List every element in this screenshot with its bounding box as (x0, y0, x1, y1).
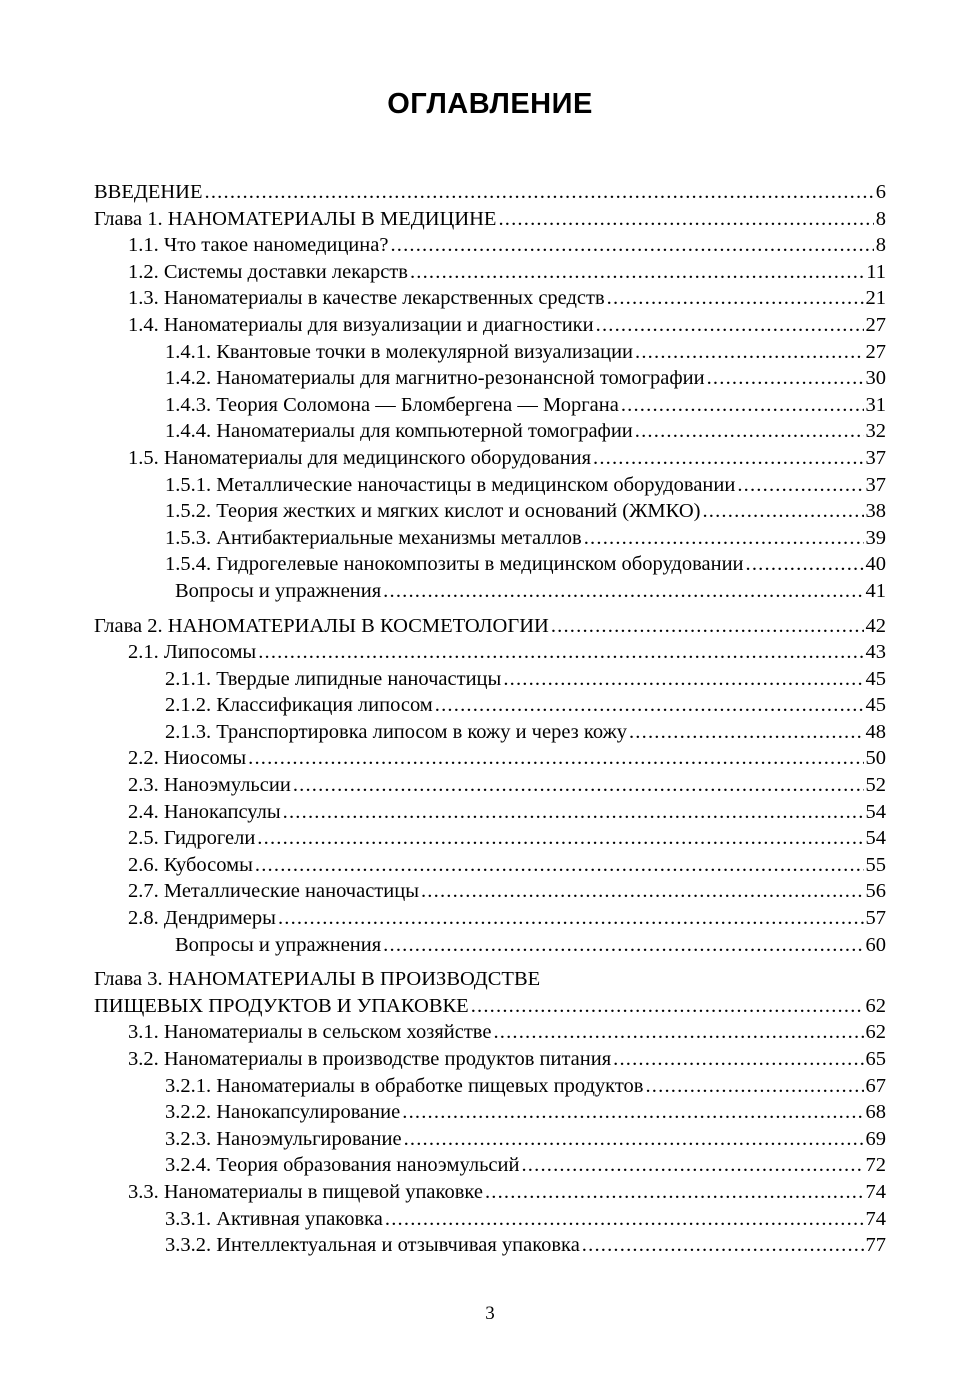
toc-entry[interactable] (94, 993, 886, 1020)
toc-dot-leader (255, 852, 864, 879)
toc-entry-page: 40 (865, 553, 886, 576)
toc-entry-page: 65 (865, 1048, 886, 1070)
toc-entry-page: 39 (865, 526, 886, 549)
toc-dot-leader (404, 1126, 864, 1153)
toc-dot-leader (248, 745, 863, 772)
toc-entry-page: 54 (865, 800, 886, 823)
toc-dot-leader (635, 418, 864, 445)
toc-entry-title: 3.1. Наноматериалы в сельском хозяйстве (128, 1021, 492, 1044)
toc-entry-page: 32 (865, 420, 886, 443)
toc-entry[interactable] (94, 525, 886, 552)
page-title: ОГЛАВЛЕНИЕ (387, 88, 593, 120)
toc-entry-title: 2.3. Наноэмульсии (128, 774, 291, 797)
toc-entry[interactable] (94, 259, 886, 286)
toc-entry-page: 8 (875, 207, 886, 230)
toc-entry-page: 69 (865, 1127, 886, 1150)
toc-entry-title: Вопросы и упражнения (175, 933, 382, 956)
toc-entry-title: 2.1. Липосомы (128, 641, 257, 664)
toc-entry-page: 62 (865, 994, 886, 1017)
toc-entry-title: 1.4.4. Наноматериалы для компьютерной томографии (165, 420, 633, 443)
toc-dot-leader (621, 392, 864, 419)
table-of-contents (94, 179, 886, 1259)
toc-entry-page: 60 (865, 933, 886, 956)
toc-dot-leader (493, 1019, 863, 1046)
toc-dot-leader (498, 206, 873, 233)
toc-entry[interactable] (94, 745, 886, 772)
toc-entry[interactable] (94, 772, 886, 799)
toc-entry[interactable] (94, 1126, 886, 1153)
toc-entry[interactable] (94, 365, 886, 392)
toc-dot-leader (707, 365, 864, 392)
toc-entry-title: 3.2.3. Наноэмульгирование (165, 1127, 402, 1150)
toc-entry[interactable] (94, 613, 886, 640)
toc-dot-leader (257, 825, 863, 852)
toc-entry-page: 52 (865, 774, 886, 797)
toc-dot-leader (293, 772, 864, 799)
toc-dot-leader (629, 719, 864, 746)
toc-entry[interactable] (94, 825, 886, 852)
toc-entry[interactable] (94, 1019, 886, 1046)
toc-entry[interactable] (94, 1099, 886, 1126)
toc-entry-title: 2.1.1. Твердые липидные наночастицы (165, 667, 502, 690)
toc-entry[interactable] (94, 472, 886, 499)
toc-entry-title: ВВЕДЕНИЕ (94, 181, 203, 203)
toc-entry-page: 45 (865, 694, 886, 717)
toc-entry[interactable] (94, 339, 886, 366)
toc-entry-title: 2.1.3. Транспортировка липосом в кожу и через кожу (165, 720, 627, 743)
toc-entry-page: 43 (865, 641, 886, 664)
toc-entry[interactable] (94, 639, 886, 666)
toc-entry-title: 1.4. Наноматериалы для визуализации и диагностики (128, 313, 594, 336)
toc-dot-leader (593, 445, 864, 472)
toc-entry-page: 68 (865, 1101, 886, 1124)
toc-dot-leader (645, 1073, 863, 1100)
toc-entry[interactable] (94, 852, 886, 879)
toc-entry-page: 54 (865, 827, 886, 850)
toc-entry-page: 21 (865, 287, 886, 310)
toc-entry-title: ПИЩЕВЫХ ПРОДУКТОВ И УПАКОВКЕ (94, 994, 469, 1017)
toc-entry-title: 2.8. Дендримеры (128, 907, 276, 930)
toc-entry-page: 55 (865, 853, 886, 876)
toc-entry-title: 3.3.1. Активная упаковка (165, 1207, 383, 1230)
toc-entry[interactable] (94, 1179, 886, 1206)
toc-entry-title: 2.4. Нанокапсулы (128, 800, 281, 823)
toc-dot-leader (421, 878, 864, 905)
toc-dot-leader (402, 1099, 863, 1126)
toc-entry[interactable] (94, 799, 886, 826)
toc-dot-leader (485, 1179, 864, 1206)
toc-entry[interactable] (94, 206, 886, 233)
toc-entry-title: Вопросы и упражнения (175, 579, 382, 602)
toc-dot-leader (551, 613, 864, 640)
toc-entry[interactable] (94, 932, 886, 959)
toc-entry[interactable] (94, 418, 886, 445)
toc-entry-title: 1.2. Системы доставки лекарств (128, 260, 408, 283)
toc-entry-title: 3.2. Наноматериалы в производстве продуктов питания (128, 1048, 612, 1070)
toc-entry-title: 1.5.2. Теория жестких и мягких кислот и оснований (ЖМКО) (165, 500, 701, 523)
toc-entry-title: 1.4.3. Теория Соломона — Бломбергена — Моргана (165, 393, 619, 416)
toc-entry-page: 67 (865, 1074, 886, 1097)
toc-dot-leader (278, 905, 864, 932)
toc-entry-title: 3.3. Наноматериалы в пищевой упаковке (128, 1180, 483, 1203)
toc-entry-title: 1.1. Что такое наномедицина? (128, 234, 389, 257)
toc-entry-page: 30 (865, 367, 886, 390)
toc-dot-leader (385, 1206, 864, 1233)
toc-entry-page: 38 (865, 500, 886, 523)
toc-entry[interactable] (94, 498, 886, 525)
toc-dot-leader (635, 339, 863, 366)
toc-entry-title: 3.2.4. Теория образования наноэмульсий (165, 1154, 520, 1177)
toc-entry-page: 56 (865, 880, 886, 903)
toc-entry-title: 2.6. Кубосомы (128, 853, 253, 876)
toc-dot-leader (383, 578, 863, 605)
toc-entry-page: 8 (875, 234, 886, 257)
toc-entry-title: 3.3.2. Интеллектуальная и отзывчивая упаковка (165, 1234, 580, 1257)
toc-entry[interactable] (94, 719, 886, 746)
toc-entry[interactable] (94, 445, 886, 472)
toc-dot-leader (390, 232, 873, 259)
toc-entry-title: 1.5.4. Гидрогелевые нанокомпозиты в медицинском оборудовании (165, 553, 744, 576)
toc-entry[interactable] (94, 232, 886, 259)
toc-dot-leader (410, 259, 864, 286)
toc-entry[interactable] (94, 1046, 886, 1073)
page-number: 3 (485, 1303, 495, 1324)
toc-entry[interactable] (94, 1232, 886, 1259)
toc-entry-title: 1.4.1. Квантовые точки в молекулярной визуализации (165, 340, 634, 363)
toc-entry[interactable] (94, 692, 886, 719)
toc-entry[interactable] (94, 551, 886, 578)
toc-entry-page: 6 (875, 181, 886, 203)
toc-dot-leader (702, 498, 863, 525)
toc-entry-page: 72 (865, 1154, 886, 1177)
toc-entry[interactable] (94, 312, 886, 339)
toc-dot-leader (584, 525, 864, 552)
toc-entry-page: 62 (865, 1021, 886, 1044)
toc-dot-leader (471, 993, 864, 1020)
toc-dot-leader (435, 692, 864, 719)
toc-dot-leader (607, 285, 864, 312)
toc-entry[interactable] (94, 1206, 886, 1233)
toc-entry-page: 11 (866, 260, 886, 283)
toc-entry-page: 37 (865, 473, 886, 496)
toc-dot-leader (205, 179, 874, 206)
toc-entry-page: 74 (865, 1207, 886, 1230)
toc-dot-leader (258, 639, 863, 666)
toc-entry[interactable] (94, 392, 886, 419)
toc-entry[interactable] (94, 666, 886, 693)
toc-entry-page: 41 (865, 579, 886, 602)
toc-dot-leader (596, 312, 864, 339)
toc-entry-title: Глава 1. НАНОМАТЕРИАЛЫ В МЕДИЦИНЕ (94, 207, 497, 230)
toc-entry-page: 45 (865, 667, 886, 690)
toc-entry-title: Глава 2. НАНОМАТЕРИАЛЫ В КОСМЕТОЛОГИИ (94, 614, 549, 637)
toc-entry-title: 3.2.1. Наноматериалы в обработке пищевых продуктов (165, 1074, 644, 1097)
toc-dot-leader (746, 551, 864, 578)
toc-dot-leader (503, 666, 863, 693)
toc-entry-page: 27 (865, 340, 886, 363)
toc-entry-title: 2.1.2. Классификация липосом (165, 694, 433, 717)
toc-entry[interactable] (94, 578, 886, 605)
toc-entry[interactable] (94, 179, 886, 206)
toc-entry-title: Глава 3. НАНОМАТЕРИАЛЫ В ПРОИЗВОДСТВЕ (94, 968, 541, 991)
toc-entry-title: 1.5.3. Антибактериальные механизмы металлов (165, 526, 582, 549)
toc-entry[interactable] (94, 1152, 886, 1179)
toc-entry-page: 77 (865, 1234, 886, 1257)
toc-entry-title: 1.3. Наноматериалы в качестве лекарственных средств (128, 287, 605, 310)
toc-dot-leader (383, 932, 863, 959)
toc-entry-title: 2.2. Ниосомы (128, 747, 247, 770)
toc-entry-page: 57 (865, 907, 886, 930)
toc-entry-title: 1.5. Наноматериалы для медицинского оборудования (128, 446, 591, 469)
toc-entry-title: 1.5.1. Металлические наночастицы в медицинском оборудовании (165, 473, 736, 496)
toc-entry[interactable] (94, 966, 886, 993)
toc-entry-page: 48 (865, 720, 886, 743)
toc-entry-title: 2.7. Металлические наночастицы (128, 880, 419, 903)
toc-entry-page: 37 (865, 446, 886, 469)
toc-entry-page: 74 (865, 1180, 886, 1203)
toc-entry-title: 1.4.2. Наноматериалы для магнитно-резонансной томографии (165, 367, 705, 390)
toc-entry[interactable] (94, 905, 886, 932)
toc-dot-leader (613, 1046, 863, 1073)
toc-entry-page: 31 (865, 393, 886, 416)
toc-dot-leader (582, 1232, 864, 1259)
toc-dot-leader (521, 1152, 863, 1179)
toc-dot-leader (283, 799, 864, 826)
toc-entry-page: 27 (865, 313, 886, 336)
toc-entry[interactable] (94, 878, 886, 905)
toc-entry-page: 50 (865, 747, 886, 770)
toc-entry-page: 42 (865, 614, 886, 637)
toc-entry-title: 3.2.2. Нанокапсулирование (165, 1101, 401, 1124)
toc-dot-leader (737, 472, 863, 499)
toc-entry-title: 2.5. Гидрогели (128, 827, 256, 850)
toc-entry[interactable] (94, 1073, 886, 1100)
toc-entry[interactable] (94, 285, 886, 312)
